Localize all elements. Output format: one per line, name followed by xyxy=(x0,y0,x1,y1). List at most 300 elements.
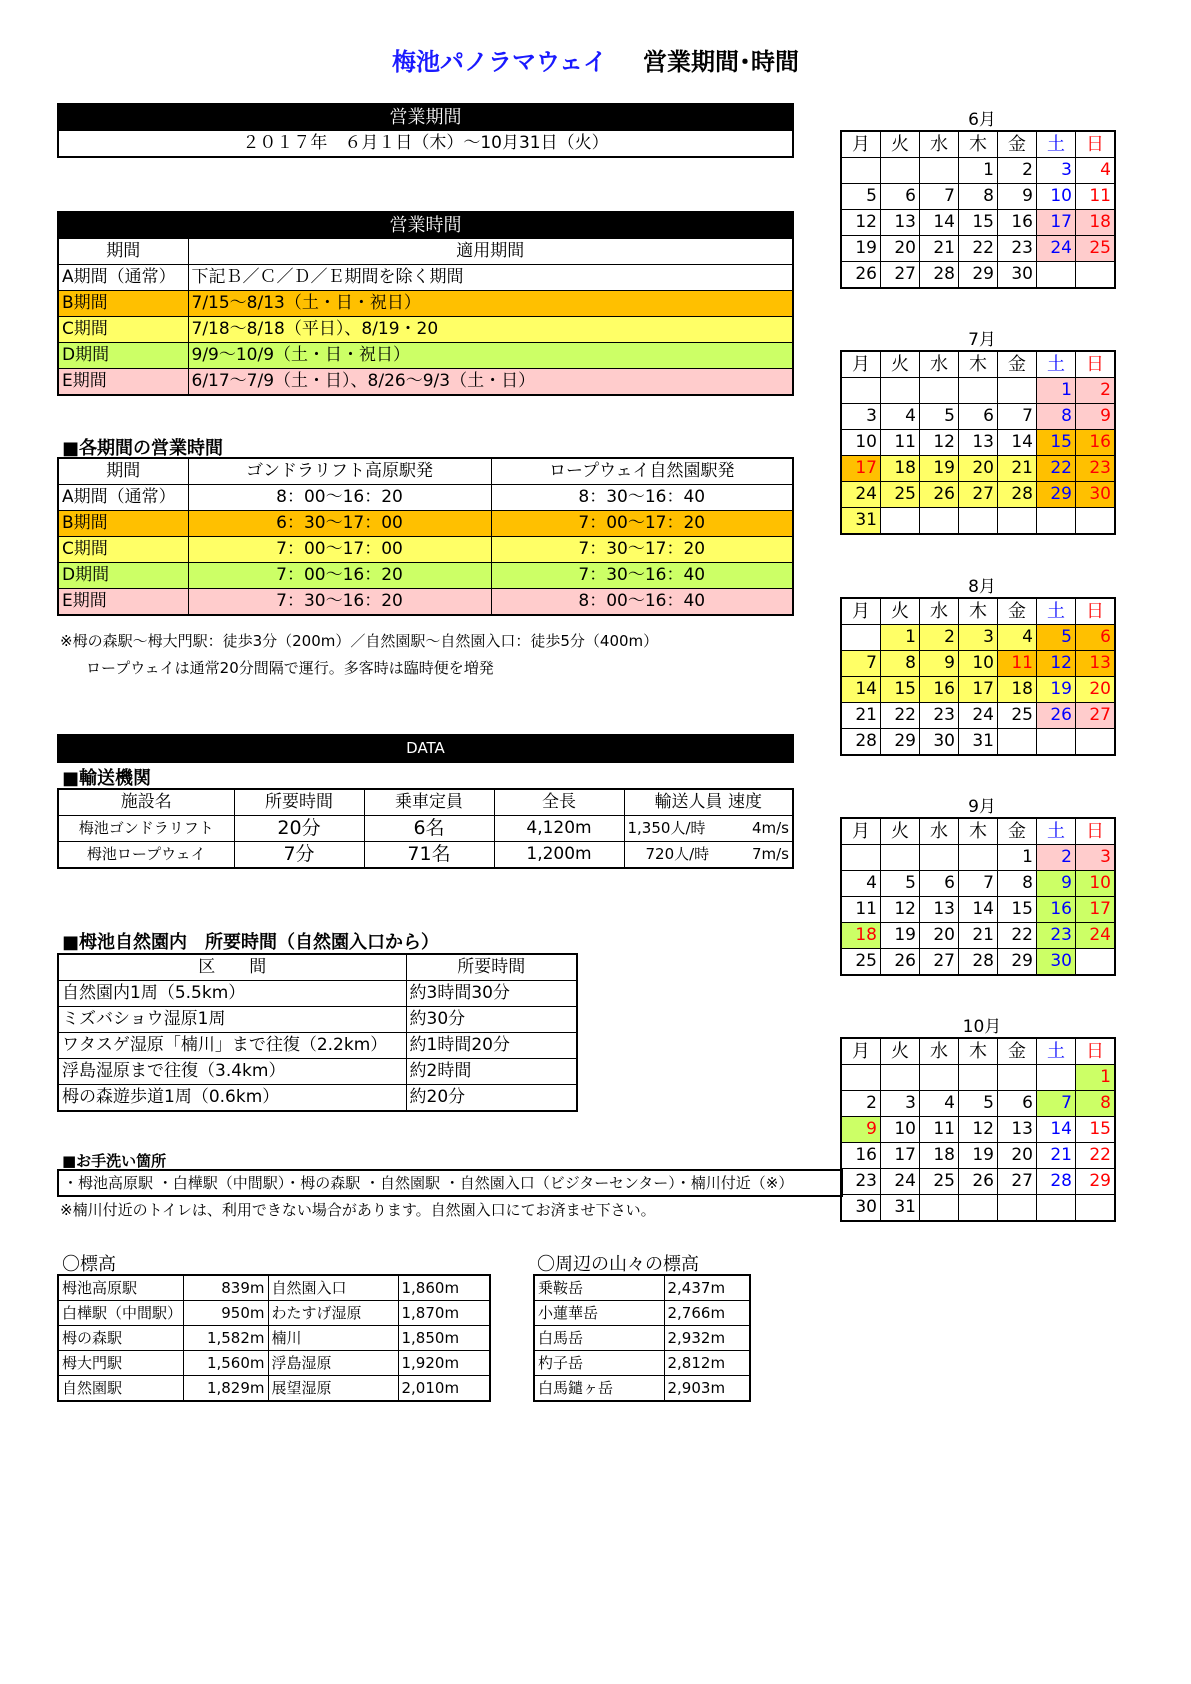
height: 2,903m xyxy=(664,1376,750,1402)
calendar-empty xyxy=(1037,508,1076,535)
calendar-day: 19 xyxy=(841,236,881,262)
calendar-day: 25 xyxy=(1076,236,1116,262)
calendar-empty xyxy=(1076,508,1116,535)
calendar-month-title: 7月 xyxy=(968,330,996,350)
transport-col-length: 全長 xyxy=(494,789,624,816)
table-row xyxy=(58,816,793,842)
weekday-header: 土 xyxy=(1037,1038,1076,1065)
height: 2,766m xyxy=(664,1301,750,1326)
times-label: ■各期間の営業時間 xyxy=(62,438,224,459)
title-name: 梅池パノラマウェイ xyxy=(391,48,608,76)
height: 2,010m xyxy=(398,1376,490,1402)
ropeway-time: 7：30～17：20 xyxy=(491,537,793,563)
calendar-empty xyxy=(881,378,920,404)
calendar-month-title: 9月 xyxy=(968,797,996,817)
height: 2,932m xyxy=(664,1326,750,1351)
height: 1,870m xyxy=(398,1301,490,1326)
calendar-day: 2 xyxy=(1037,845,1076,871)
weekday-header: 木 xyxy=(959,818,998,845)
gondola-time: 7：00～17：00 xyxy=(188,537,491,563)
calendar-day: 10 xyxy=(959,651,998,677)
calendar-day: 17 xyxy=(959,677,998,703)
place: 白樺駅（中間駅） xyxy=(58,1301,183,1326)
calendar-week xyxy=(841,210,1115,236)
calendar-day: 21 xyxy=(998,456,1037,482)
table-row xyxy=(58,317,793,343)
calendar-day: 3 xyxy=(959,625,998,651)
calendar-week xyxy=(841,482,1115,508)
calendar-day: 17 xyxy=(881,1143,920,1169)
capacity: 71名 xyxy=(364,842,494,869)
weekday-header: 土 xyxy=(1037,351,1076,378)
period-range: 7/18～8/18（平日）、8/19・20 xyxy=(188,317,793,343)
table-row xyxy=(58,1351,490,1376)
table-row xyxy=(58,981,577,1007)
calendar-empty xyxy=(998,378,1037,404)
calendar-day: 29 xyxy=(881,729,920,756)
routes-col-section: 区 間 xyxy=(58,954,406,981)
weekday-header: 火 xyxy=(881,598,920,625)
calendar-day: 4 xyxy=(881,404,920,430)
routes-table xyxy=(57,953,578,1112)
calendar-day: 23 xyxy=(841,1169,881,1195)
weekday-header: 水 xyxy=(920,1038,959,1065)
table-row xyxy=(534,1376,750,1402)
place: 展望湿原 xyxy=(268,1376,398,1402)
route-name: 浮島湿原まで往復（3.4km） xyxy=(58,1059,406,1085)
calendar-day: 14 xyxy=(998,430,1037,456)
calendar-day: 15 xyxy=(959,210,998,236)
table-row xyxy=(58,1085,577,1112)
weekday-header: 月 xyxy=(841,818,881,845)
table-row xyxy=(58,291,793,317)
calendar-week xyxy=(841,158,1115,184)
walk-note: ※栂の森駅～栂大門駅：徒歩3分（200m）／自然園駅～自然園入口：徒歩5分（400m） xyxy=(60,632,659,650)
gondola-time: 7：00～16：20 xyxy=(188,563,491,589)
calendar-day: 29 xyxy=(959,262,998,289)
capacity: 6名 xyxy=(364,816,494,842)
calendar-day: 10 xyxy=(1037,184,1076,210)
height: 1,560m xyxy=(183,1351,268,1376)
table-row xyxy=(58,1007,577,1033)
calendar-day: 5 xyxy=(959,1091,998,1117)
calendar-day: 17 xyxy=(1037,210,1076,236)
calendar-week xyxy=(841,729,1115,756)
times-col-gondola: ゴンドラリフト高原駅発 xyxy=(188,458,491,485)
calendar-day: 17 xyxy=(841,456,881,482)
data-bar-label: DATA xyxy=(58,735,793,762)
calendar-empty xyxy=(920,845,959,871)
calendar-day: 30 xyxy=(841,1195,881,1222)
weekday-header: 木 xyxy=(959,131,998,158)
mountains-table xyxy=(533,1274,751,1402)
mountain: 白馬鑓ヶ岳 xyxy=(534,1376,664,1402)
route-time: 約2時間 xyxy=(406,1059,577,1085)
calendar-empty xyxy=(1037,1065,1076,1091)
calendar-week xyxy=(841,949,1115,976)
calendar-day: 8 xyxy=(998,871,1037,897)
calendar-day: 26 xyxy=(841,262,881,289)
calendar-day: 10 xyxy=(841,430,881,456)
toilets-value: ・栂池高原駅 ・白樺駅（中間駅）・栂の森駅 ・自然園駅 ・自然園入口（ビジターセンター）・楠川付近（※） xyxy=(63,1174,794,1192)
place: 楠川 xyxy=(268,1326,398,1351)
calendar-day: 6 xyxy=(920,871,959,897)
calendar-empty xyxy=(881,508,920,535)
calendar-day: 11 xyxy=(920,1117,959,1143)
height: 2,812m xyxy=(664,1351,750,1376)
calendar-day: 19 xyxy=(881,923,920,949)
calendar-day: 27 xyxy=(1076,703,1116,729)
period-range: 下記Ｂ／Ｃ／Ｄ／Ｅ期間を除く期間 xyxy=(188,265,793,291)
calendar-day: 11 xyxy=(1076,184,1116,210)
ropeway-time: 8：30～16：40 xyxy=(491,485,793,511)
calendar-day: 18 xyxy=(841,923,881,949)
travel-time: 20分 xyxy=(234,816,364,842)
weekday-header: 水 xyxy=(920,131,959,158)
calendar-day: 7 xyxy=(1037,1091,1076,1117)
calendar-day: 8 xyxy=(959,184,998,210)
calendar-day: 14 xyxy=(920,210,959,236)
calendar-day: 17 xyxy=(1076,897,1116,923)
calendar-day: 19 xyxy=(1037,677,1076,703)
calendar-day: 24 xyxy=(881,1169,920,1195)
table-row xyxy=(58,842,793,869)
calendar-day: 3 xyxy=(1076,845,1116,871)
calendar-week xyxy=(841,845,1115,871)
weekday-header: 木 xyxy=(959,351,998,378)
toilets-note: ※楠川付近のトイレは、利用できない場合があります。自然園入口にてお済ませ下さい。 xyxy=(60,1201,656,1219)
calendar-day: 10 xyxy=(1076,871,1116,897)
table-row xyxy=(534,1301,750,1326)
weekday-header: 水 xyxy=(920,598,959,625)
place: わたすげ湿原 xyxy=(268,1301,398,1326)
hours-col-applied: 適用期間 xyxy=(188,239,793,265)
calendar-day: 2 xyxy=(920,625,959,651)
table-row xyxy=(58,511,793,537)
calendar-day: 26 xyxy=(1037,703,1076,729)
length: 4,120m xyxy=(494,816,624,842)
calendar-empty xyxy=(959,508,998,535)
calendar-week xyxy=(841,703,1115,729)
rate-speed xyxy=(624,842,793,869)
mountain: 白馬岳 xyxy=(534,1326,664,1351)
weekday-header: 月 xyxy=(841,598,881,625)
weekday-header: 月 xyxy=(841,351,881,378)
weekday-header: 金 xyxy=(998,351,1037,378)
weekday-header: 日 xyxy=(1076,598,1116,625)
calendar-day: 6 xyxy=(881,184,920,210)
calendar-day: 7 xyxy=(920,184,959,210)
calendar-day: 28 xyxy=(998,482,1037,508)
calendar-empty xyxy=(998,1065,1037,1091)
route-time: 約20分 xyxy=(406,1085,577,1112)
calendar-day: 3 xyxy=(1037,158,1076,184)
hours-header: 営業時間 xyxy=(58,212,793,239)
place: 栂大門駅 xyxy=(58,1351,183,1376)
calendar-day: 18 xyxy=(920,1143,959,1169)
calendar-day: 5 xyxy=(841,184,881,210)
calendar-day: 5 xyxy=(1037,625,1076,651)
calendar-day: 22 xyxy=(881,703,920,729)
gondola-time: 7：30～16：20 xyxy=(188,589,491,616)
calendar-day: 6 xyxy=(959,404,998,430)
table-row xyxy=(58,369,793,396)
table-row xyxy=(58,537,793,563)
times-col-ropeway: ロープウェイ自然園駅発 xyxy=(491,458,793,485)
calendar-week xyxy=(841,430,1115,456)
table-row xyxy=(58,1275,490,1301)
calendar-day: 18 xyxy=(1076,210,1116,236)
facility-name: 梅池ゴンドラリフト xyxy=(58,816,234,842)
calendar-day: 22 xyxy=(998,923,1037,949)
calendar-day: 28 xyxy=(1037,1169,1076,1195)
transport-col-rate: 輸送人員 速度 xyxy=(624,789,793,816)
calendar-day: 31 xyxy=(841,508,881,535)
calendar-month xyxy=(840,1037,1116,1222)
calendar-week xyxy=(841,897,1115,923)
transport-table xyxy=(57,788,794,869)
calendar-empty xyxy=(841,625,881,651)
calendar-day: 31 xyxy=(881,1195,920,1222)
calendar-day: 14 xyxy=(841,677,881,703)
calendar-day: 5 xyxy=(920,404,959,430)
height: 1,582m xyxy=(183,1326,268,1351)
calendar-day: 28 xyxy=(920,262,959,289)
weekday-header: 木 xyxy=(959,598,998,625)
calendar-empty xyxy=(881,1065,920,1091)
table-row xyxy=(58,1376,490,1402)
routes-col-time: 所要時間 xyxy=(406,954,577,981)
calendar-empty xyxy=(841,1065,881,1091)
calendar-day: 23 xyxy=(1076,456,1116,482)
calendar-day: 3 xyxy=(881,1091,920,1117)
route-name: 自然園内1周（5.5km） xyxy=(58,981,406,1007)
period-header: 営業期間 xyxy=(58,104,793,131)
table-row xyxy=(534,1351,750,1376)
calendar-week xyxy=(841,456,1115,482)
routes-label: ■栂池自然園内 所要時間（自然園入口から） xyxy=(62,932,440,953)
calendar-day: 20 xyxy=(881,236,920,262)
weekday-header: 火 xyxy=(881,818,920,845)
table-row xyxy=(58,343,793,369)
table-row xyxy=(58,485,793,511)
period-name: E期間 xyxy=(58,369,188,396)
calendar-month xyxy=(840,597,1116,756)
ropeway-time: 7：30～16：40 xyxy=(491,563,793,589)
weekday-header: 月 xyxy=(841,131,881,158)
calendar-week xyxy=(841,923,1115,949)
calendar-day: 9 xyxy=(998,184,1037,210)
calendar-day: 15 xyxy=(1037,430,1076,456)
place: 自然園入口 xyxy=(268,1275,398,1301)
weekday-header: 土 xyxy=(1037,131,1076,158)
hours-table xyxy=(57,211,794,396)
calendar-day: 25 xyxy=(841,949,881,976)
mountain: 杓子岳 xyxy=(534,1351,664,1376)
calendar-day: 13 xyxy=(959,430,998,456)
calendar-day: 22 xyxy=(1037,456,1076,482)
calendar-week xyxy=(841,508,1115,535)
calendar-day: 25 xyxy=(881,482,920,508)
calendar-day: 9 xyxy=(920,651,959,677)
route-name: ミズバショウ湿原1周 xyxy=(58,1007,406,1033)
calendar-week xyxy=(841,1117,1115,1143)
place: 栂の森駅 xyxy=(58,1326,183,1351)
calendar-empty xyxy=(1076,262,1116,289)
calendar-day: 15 xyxy=(1076,1117,1116,1143)
calendar-day: 27 xyxy=(881,262,920,289)
calendar-empty xyxy=(920,1065,959,1091)
calendar-day: 8 xyxy=(1076,1091,1116,1117)
travel-time: 7分 xyxy=(234,842,364,869)
calendar-empty xyxy=(998,729,1037,756)
calendar-day: 23 xyxy=(1037,923,1076,949)
route-name: 栂の森遊歩道1周（0.6km） xyxy=(58,1085,406,1112)
weekday-header: 水 xyxy=(920,351,959,378)
ropeway-time: 7：00～17：20 xyxy=(491,511,793,537)
toilets-box xyxy=(57,1169,843,1197)
weekday-header: 日 xyxy=(1076,131,1116,158)
elevation-label: 〇標高 xyxy=(62,1254,116,1275)
calendar-day: 26 xyxy=(881,949,920,976)
times-table xyxy=(57,457,794,616)
transport-col-time: 所要時間 xyxy=(234,789,364,816)
calendar-day: 28 xyxy=(841,729,881,756)
weekday-header: 月 xyxy=(841,1038,881,1065)
calendar-week xyxy=(841,404,1115,430)
calendar-day: 25 xyxy=(920,1169,959,1195)
calendar-day: 22 xyxy=(1076,1143,1116,1169)
calendar-day: 21 xyxy=(920,236,959,262)
calendar-day: 11 xyxy=(881,430,920,456)
elevation-table xyxy=(57,1274,491,1402)
period-name: B期間 xyxy=(58,511,188,537)
calendar-empty xyxy=(841,158,881,184)
weekday-header: 金 xyxy=(998,131,1037,158)
calendar-day: 2 xyxy=(1076,378,1116,404)
calendar-day: 5 xyxy=(881,871,920,897)
mountains-label: 〇周辺の山々の標高 xyxy=(537,1254,699,1275)
gondola-time: 6：30～17：00 xyxy=(188,511,491,537)
calendar-day: 12 xyxy=(959,1117,998,1143)
toilets-label: ■お手洗い箇所 xyxy=(62,1152,167,1170)
calendar-day: 23 xyxy=(998,236,1037,262)
calendar-day: 29 xyxy=(998,949,1037,976)
weekday-header: 日 xyxy=(1076,1038,1116,1065)
weekday-header: 土 xyxy=(1037,818,1076,845)
calendar-empty xyxy=(920,158,959,184)
period-range: 7/15～8/13（土・日・祝日） xyxy=(188,291,793,317)
calendar-day: 4 xyxy=(841,871,881,897)
calendar-day: 20 xyxy=(998,1143,1037,1169)
calendar-day: 14 xyxy=(1037,1117,1076,1143)
table-row xyxy=(58,563,793,589)
data-bar xyxy=(57,734,794,763)
calendar-empty xyxy=(920,508,959,535)
calendar-day: 20 xyxy=(920,923,959,949)
calendar-day: 15 xyxy=(998,897,1037,923)
calendar-day: 12 xyxy=(841,210,881,236)
calendar-week xyxy=(841,871,1115,897)
calendar-empty xyxy=(959,1195,998,1222)
period-name: D期間 xyxy=(58,343,188,369)
calendar-day: 27 xyxy=(998,1169,1037,1195)
calendar-week xyxy=(841,625,1115,651)
rate: 720人/時 xyxy=(645,845,710,863)
weekday-header: 木 xyxy=(959,1038,998,1065)
calendar-week xyxy=(841,184,1115,210)
calendar-day: 9 xyxy=(1076,404,1116,430)
gondola-time: 8：00～16：20 xyxy=(188,485,491,511)
table-row xyxy=(58,1033,577,1059)
weekday-header: 土 xyxy=(1037,598,1076,625)
calendar-day: 30 xyxy=(1037,949,1076,976)
calendar-day: 21 xyxy=(841,703,881,729)
calendar-day: 21 xyxy=(959,923,998,949)
transport-col-capacity: 乗車定員 xyxy=(364,789,494,816)
table-row xyxy=(534,1326,750,1351)
calendar-month-title: 6月 xyxy=(968,110,996,130)
period-name: C期間 xyxy=(58,317,188,343)
calendar-empty xyxy=(1037,729,1076,756)
calendar-day: 24 xyxy=(1076,923,1116,949)
calendar-day: 6 xyxy=(1076,625,1116,651)
calendar-day: 6 xyxy=(998,1091,1037,1117)
calendar-week xyxy=(841,262,1115,289)
calendar-day: 13 xyxy=(1076,651,1116,677)
period-name: B期間 xyxy=(58,291,188,317)
weekday-header: 水 xyxy=(920,818,959,845)
calendar-day: 22 xyxy=(959,236,998,262)
calendar-day: 25 xyxy=(998,703,1037,729)
rate: 1,350人/時 xyxy=(627,819,706,837)
route-time: 約3時間30分 xyxy=(406,981,577,1007)
calendar-day: 10 xyxy=(881,1117,920,1143)
table-row xyxy=(58,1059,577,1085)
calendar-month xyxy=(840,817,1116,976)
calendar-empty xyxy=(959,845,998,871)
weekday-header: 金 xyxy=(998,818,1037,845)
calendar-empty xyxy=(920,378,959,404)
calendar-empty xyxy=(881,158,920,184)
calendar-week xyxy=(841,1143,1115,1169)
table-row xyxy=(58,1326,490,1351)
period-name: C期間 xyxy=(58,537,188,563)
calendar-day: 27 xyxy=(920,949,959,976)
calendar-week xyxy=(841,1065,1115,1091)
calendar-day: 30 xyxy=(998,262,1037,289)
calendar-empty xyxy=(1076,1195,1116,1222)
calendar-day: 1 xyxy=(1037,378,1076,404)
calendar-day: 3 xyxy=(841,404,881,430)
facility-name: 栂池ロープウェイ xyxy=(58,842,234,869)
rate-speed xyxy=(624,816,793,842)
calendar-day: 18 xyxy=(881,456,920,482)
table-row xyxy=(58,1301,490,1326)
calendar-week xyxy=(841,651,1115,677)
speed: 4m/s xyxy=(751,819,789,837)
calendar-week xyxy=(841,378,1115,404)
calendar-month xyxy=(840,130,1116,289)
calendar-empty xyxy=(920,1195,959,1222)
place: 自然園駅 xyxy=(58,1376,183,1402)
transport-col-name: 施設名 xyxy=(58,789,234,816)
ropeway-note: ロープウェイは通常20分間隔で運行。多客時は臨時便を増発 xyxy=(86,659,494,677)
calendar-day: 2 xyxy=(998,158,1037,184)
calendar-empty xyxy=(959,378,998,404)
calendar-day: 29 xyxy=(1037,482,1076,508)
calendar-day: 8 xyxy=(1037,404,1076,430)
